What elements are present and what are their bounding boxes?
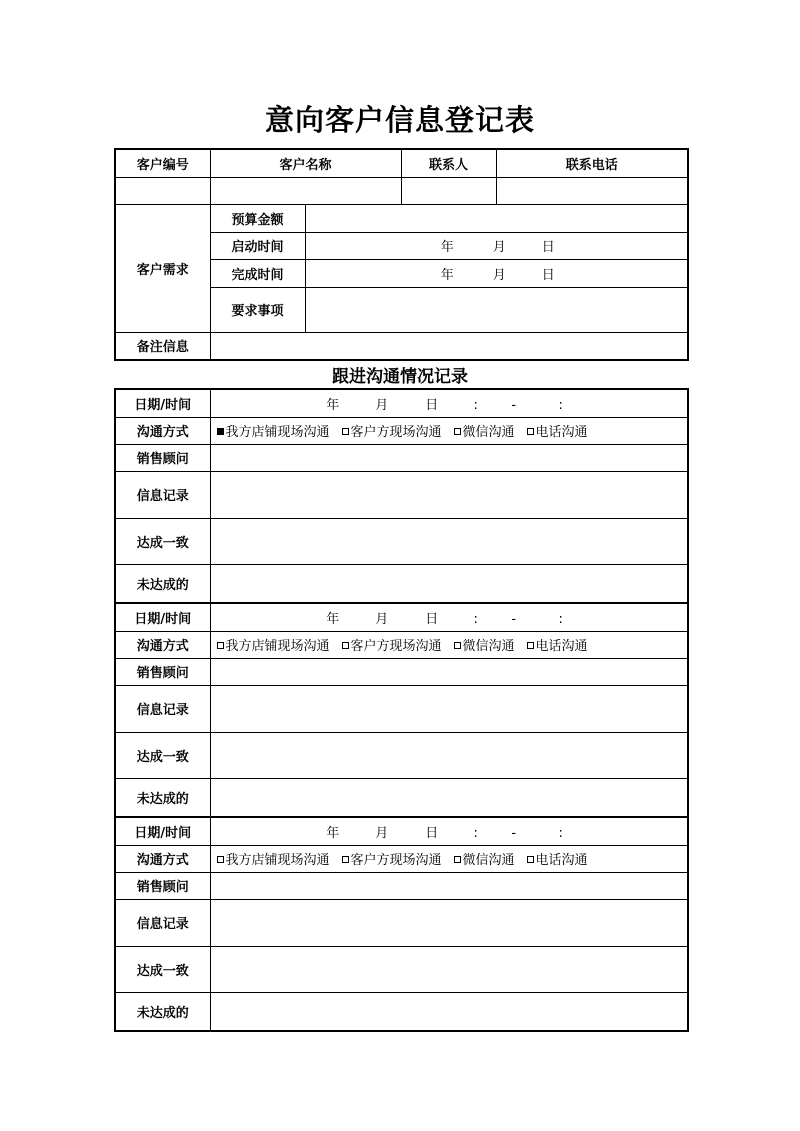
year-label: 年 [326,825,340,841]
colon-label: : [473,397,478,413]
year-label: 年 [326,611,340,627]
option-wechat[interactable]: 微信沟通 [454,635,515,654]
colon-label: : [558,611,563,627]
sales-advisor-label: 销售顾问 [115,872,210,899]
method-label: 沟通方式 [115,417,210,444]
info-record-label: 信息记录 [115,685,210,732]
notes-label: 备注信息 [115,332,210,360]
colon-label: : [558,825,563,841]
sales-advisor-label: 销售顾问 [115,658,210,685]
option-store-onsite[interactable]: 我方店铺现场沟通 [217,849,330,868]
colon-label: : [473,611,478,627]
sales-advisor-label: 销售顾问 [115,444,210,471]
datetime-field[interactable] [210,603,688,631]
agreed-field[interactable] [210,518,688,564]
method-label: 沟通方式 [115,845,210,872]
followup-table [114,388,689,1032]
customer-id-field[interactable] [115,177,210,204]
sales-advisor-field[interactable] [210,872,688,899]
day-label: 日 [425,825,439,841]
notes-field[interactable] [210,332,688,360]
customer-info-table [114,148,689,361]
header-customer-name: 客户名称 [210,149,401,177]
checkbox-icon[interactable] [527,642,534,649]
month-label: 月 [375,611,389,627]
day-label: 日 [425,397,439,413]
customer-needs-label: 客户需求 [115,204,210,332]
agreed-label: 达成一致 [115,732,210,778]
info-record-field[interactable] [210,899,688,946]
agreed-label: 达成一致 [115,946,210,992]
dash-label: - [511,397,517,413]
month-label: 月 [492,240,506,255]
option-phone[interactable]: 电话沟通 [527,849,588,868]
agreed-field[interactable] [210,946,688,992]
day-label: 日 [425,611,439,627]
method-label: 沟通方式 [115,631,210,658]
requirements-label: 要求事项 [210,287,305,332]
contact-person-field[interactable] [401,177,496,204]
month-label: 月 [492,267,506,283]
followup-section-title: 跟进沟通情况记录 [332,367,468,387]
checkbox-icon[interactable] [454,642,461,649]
agreed-label: 达成一致 [115,518,210,564]
option-wechat[interactable]: 微信沟通 [454,421,515,440]
finish-time-field[interactable] [305,259,688,287]
checkbox-icon[interactable] [454,856,461,863]
contact-phone-field[interactable] [496,177,688,204]
datetime-label: 日期/时间 [115,389,210,417]
agreed-field[interactable] [210,732,688,778]
method-options [210,417,688,444]
dash-label: - [511,611,517,627]
unresolved-field[interactable] [210,778,688,817]
option-phone[interactable]: 电话沟通 [527,421,588,440]
info-record-field[interactable] [210,685,688,732]
checkbox-icon[interactable] [527,856,534,863]
unresolved-label: 未达成的 [115,564,210,603]
option-store-onsite[interactable]: 我方店铺现场沟通 [217,421,330,440]
dash-label: - [511,825,517,841]
unresolved-field[interactable] [210,992,688,1031]
checkbox-icon[interactable] [342,642,349,649]
checkbox-icon[interactable] [217,642,224,649]
info-record-field[interactable] [210,471,688,518]
start-time-field[interactable] [305,232,688,259]
datetime-field[interactable] [210,389,688,417]
header-customer-id: 客户编号 [115,149,210,177]
checkbox-icon[interactable] [342,428,349,435]
checkbox-icon[interactable] [342,856,349,863]
option-client-onsite[interactable]: 客户方现场沟通 [342,849,442,868]
checkbox-icon[interactable] [527,428,534,435]
year-label: 年 [440,240,454,255]
method-options [210,845,688,872]
option-client-onsite[interactable]: 客户方现场沟通 [342,635,442,654]
year-label: 年 [326,397,340,413]
month-label: 月 [375,397,389,413]
info-record-label: 信息记录 [115,471,210,518]
datetime-label: 日期/时间 [115,817,210,845]
colon-label: : [473,825,478,841]
unresolved-label: 未达成的 [115,992,210,1031]
option-wechat[interactable]: 微信沟通 [454,849,515,868]
option-client-onsite[interactable]: 客户方现场沟通 [342,421,442,440]
datetime-field[interactable] [210,817,688,845]
sales-advisor-field[interactable] [210,444,688,471]
finish-time-label: 完成时间 [210,259,305,287]
unresolved-label: 未达成的 [115,778,210,817]
option-phone[interactable]: 电话沟通 [527,635,588,654]
header-contact-person: 联系人 [401,149,496,177]
year-label: 年 [440,267,454,283]
colon-label: : [558,397,563,413]
option-store-onsite[interactable]: 我方店铺现场沟通 [217,635,330,654]
unresolved-field[interactable] [210,564,688,603]
checkbox-icon[interactable] [217,428,224,435]
day-label: 日 [541,267,555,283]
customer-name-field[interactable] [210,177,401,204]
day-label: 日 [541,240,555,255]
checkbox-icon[interactable] [454,428,461,435]
budget-label: 预算金额 [210,204,305,232]
requirements-field[interactable] [305,287,688,332]
info-record-label: 信息记录 [115,899,210,946]
month-label: 月 [375,825,389,841]
budget-field[interactable] [305,204,688,232]
datetime-label: 日期/时间 [115,603,210,631]
method-options [210,631,688,658]
header-contact-phone: 联系电话 [496,149,688,177]
sales-advisor-field[interactable] [210,658,688,685]
form-title: 意向客户信息登记表 [264,103,535,137]
start-time-label: 启动时间 [210,232,305,259]
checkbox-icon[interactable] [217,856,224,863]
